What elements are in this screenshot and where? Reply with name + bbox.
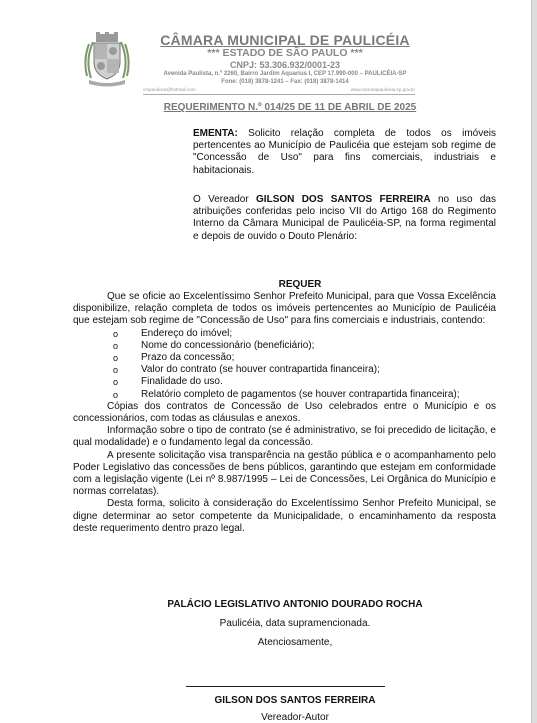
list-item: o Relatório completo de pagamentos (se houver contrapartida financeira); [113,388,460,400]
request-items-list [73,328,496,401]
list-item: o Valor do contrato (se houver contrapartida financeira); [113,364,380,376]
regards: Atenciosamente, [257,637,333,648]
vereador-pre: O Vereador [193,194,257,205]
intro-paragraph: Que se oficie ao Excelentíssimo Senhor Prefeito Municipal, para que Vossa Excelência disponibilize, relação completa de todos os imóveis pertencentes ao Município de Paulicéia que estejam sob regime de "Concessão de Uso" para fins comerciais e industriais, contendo: [73,291,496,327]
email-text: cmpaulicea@hotmail.com [143,87,196,92]
state-name: *** ESTADO DE SÃO PAULO *** [207,47,363,59]
bullet-icon: o [113,340,119,351]
municipal-coat-of-arms-icon [81,30,133,88]
requirement-title: REQUERIMENTO N.º 014/25 DE 11 DE ABRIL DE 2025 [163,102,417,113]
phone-fax: Fone: (018) 3878-1241 – Fax: (018) 3878-1414 [221,79,349,85]
signer-role: Vereador-Autor [261,712,329,723]
ementa-text: Solicito relação completa de todos os imóveis pertencentes ao Município de Paulicéia que estejam sob regime de "Concessão de Uso" para fins comerciais, industriais e habitacionais. [193,128,496,176]
city-date: Paulicéia, data supramencionada. [219,618,371,629]
signer-name: GILSON DOS SANTOS FERREIRA [214,695,376,706]
contracts-paragraph: Cópias dos contratos de Concessão de Uso celebrados entre o Município e os concessionários, com todas as cláusulas e anexos. [73,400,496,425]
cnpj: CNPJ: 53.306.932/0001-23 [229,60,341,70]
viewer-scroll-edge[interactable] [531,0,537,723]
ementa-label: EMENTA: [193,128,238,139]
list-item: o Nome do concessionário (beneficiário); [113,339,315,351]
vereador-name: GILSON DOS SANTOS FERREIRA [256,194,431,205]
closing-paragraph: Desta forma, solicito à consideração do Excelentíssimo Senhor Prefeito Municipal, se digne determinar ao setor competente da Municipalidade, o encaminhamento da resposta deste requerimento dentro prazo legal. [73,498,496,534]
website-text: www.camarapauliceia.sp.gov.br [350,87,415,92]
bullet-icon: o [113,377,119,388]
list-item: o Prazo da concessão; [113,352,235,364]
bullet-icon: o [113,328,119,339]
header-divider [143,94,415,95]
chamber-name: CÂMARA MUNICIPAL DE PAULICÉIA [160,32,410,48]
list-item: o Finalidade do uso. [113,376,223,388]
palace-name: PALÁCIO LEGISLATIVO ANTONIO DOURADO ROCHA [167,599,423,610]
address: Avenida Paulista, n.º 2260, Bairro Jardim Aquarius I, CEP 17.990-000 – PAULICÉIA-SP [163,71,407,77]
transparency-paragraph: A presente solicitação visa transparência na gestão pública e o acompanhamento pelo Poder Legislativo das concessões de bens públicos, garantindo que estejam em conformidade com a legislação vigente (Lei nº 8.987/1995 – Lei de Concessões, Lei Orgânica do Município e normas correlatas). [73,449,496,498]
vereador-post: no uso das atribuições conferidas pelo inciso VII do Artigo 168 do Regimento Interno da Câmara Municipal de Paulicéia-SP, na forma regimental e depois de ouvido o Douto Plenário: [193,194,496,242]
list-item: o Endereço do imóvel; [113,327,233,339]
bullet-icon: o [113,365,119,376]
info-paragraph: Informação sobre o tipo de contrato (se é administrativo, se foi precedido de licitação, e qual modalidade) e o fundamento legal da concessão. [73,425,496,449]
contact-row [143,87,415,92]
request-body [73,291,496,535]
ementa-block [193,128,496,177]
vereador-paragraph [193,194,496,243]
signature-line [186,686,385,687]
bullet-icon: o [113,353,119,364]
requer-heading: REQUER [278,279,322,290]
bullet-icon: o [113,389,119,400]
